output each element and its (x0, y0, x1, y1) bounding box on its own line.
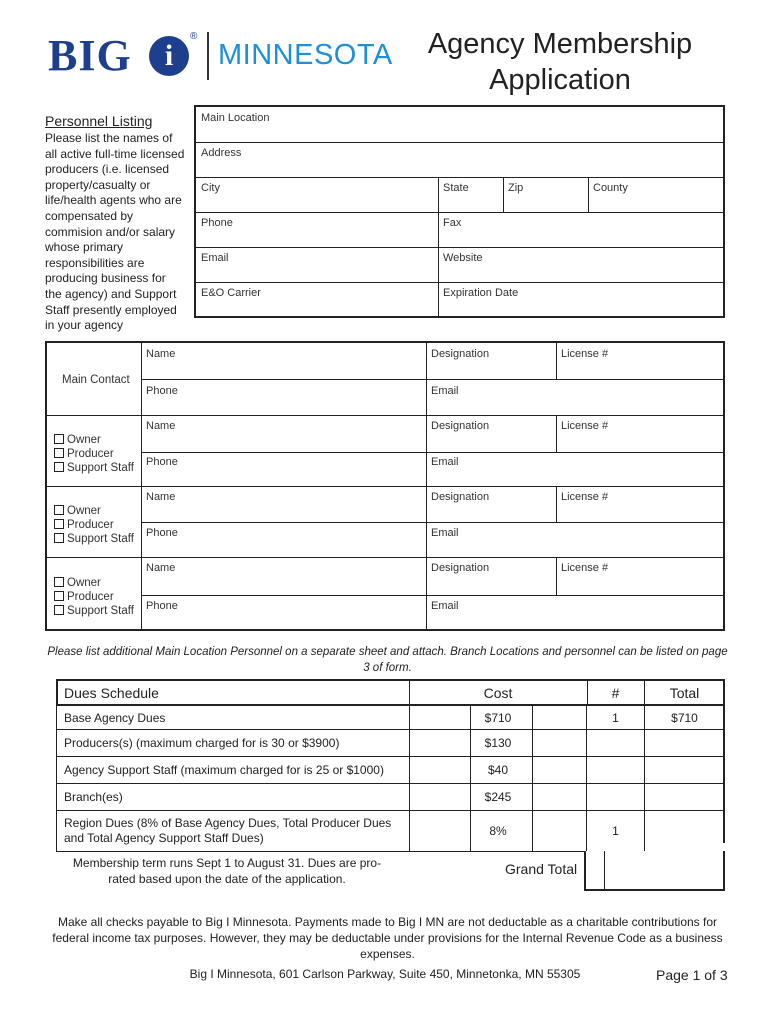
dues-row-cost: $710 (484, 710, 512, 725)
additional-personnel-note: Please list additional Main Location Personnel on a separate sheet and attach. Branch Locations and personnel can be listed on page 3 of form. (47, 646, 728, 674)
email-field[interactable]: Email (201, 252, 229, 264)
county-field[interactable]: County (593, 182, 628, 194)
membership-term-note: Membership term runs Sept 1 to August 31. Dues are pro-rated based upon the date of the application. (72, 856, 382, 886)
license-field[interactable]: License # (561, 562, 609, 574)
name-field[interactable]: Name (146, 420, 176, 432)
logo-state-text: MINNESOTA (218, 39, 393, 71)
title-line-2: Application (489, 64, 631, 96)
phone-field[interactable]: Phone (146, 600, 178, 612)
dues-row-cost: $40 (487, 762, 509, 777)
dues-row-count[interactable] (587, 729, 644, 756)
logo-big-text: BIG (48, 31, 132, 80)
personnel-instructions: Please list the names of all active full-time licensed producers (i.e. licensed property/casualty or life/health agents who are compensated by commision and/or salary whose primary responsibilities are producing business for the agency) and Support Staff presently employed in your agency (45, 131, 185, 333)
role-producer-checkbox[interactable]: Producer (54, 590, 134, 604)
grand-total-field[interactable] (605, 853, 720, 887)
email-field[interactable]: Email (431, 385, 459, 397)
grand-total-label: Grand Total (505, 861, 578, 877)
name-field[interactable]: Name (146, 491, 176, 503)
footer-address: Big I Minnesota, 601 Carlson Parkway, Suite 450, Minnetonka, MN 55305 (189, 967, 581, 981)
phone-field[interactable]: Phone (146, 385, 178, 397)
dues-row-label: Agency Support Staff (maximum charged for is 25 or $1000) (64, 762, 384, 777)
page-title (410, 26, 710, 98)
role-support-staff-checkbox[interactable]: Support Staff (54, 461, 134, 475)
website-field[interactable]: Website (443, 252, 483, 264)
dues-row-cost: $245 (484, 789, 512, 804)
title-line-1: Agency Membership (427, 28, 693, 60)
license-field[interactable]: License # (561, 348, 609, 360)
dues-row-total[interactable] (644, 729, 725, 756)
name-field[interactable]: Name (146, 562, 176, 574)
role-producer-checkbox[interactable]: Producer (54, 447, 134, 461)
cost-header: Cost (483, 684, 513, 701)
dues-row-count[interactable]: 1 (612, 823, 619, 838)
role-checkboxes (49, 430, 139, 478)
state-field[interactable]: State (443, 182, 469, 194)
dues-row-cost: $130 (484, 735, 512, 750)
checks-payable-note: Make all checks payable to Big I Minnesota. Payments made to Big I MN are not deductable as a charitable contributions for federal income tax purposes. However, they may be deductable under provisions for the Internal Revenue Code as a business expenses. (52, 915, 723, 961)
dues-row-label: Base Agency Dues (64, 710, 166, 725)
name-field[interactable]: Name (146, 348, 176, 360)
location-form (194, 105, 725, 318)
dues-row-cost: 8% (489, 823, 507, 838)
main-contact-label: Main Contact (62, 374, 130, 386)
phone-field[interactable]: Phone (146, 527, 178, 539)
dues-row-count[interactable] (587, 756, 644, 783)
logo-divider (207, 32, 209, 80)
count-header: # (611, 684, 620, 701)
role-producer-checkbox[interactable]: Producer (54, 518, 134, 532)
staff-table (45, 341, 725, 631)
role-support-staff-checkbox[interactable]: Support Staff (54, 532, 134, 546)
city-field[interactable]: City (201, 182, 220, 194)
dues-row-total[interactable]: $710 (671, 710, 698, 725)
phone-field[interactable]: Phone (146, 456, 178, 468)
dues-row-total[interactable] (644, 810, 725, 851)
total-header: Total (669, 684, 700, 701)
email-field[interactable]: Email (431, 600, 459, 612)
dues-schedule-header: Dues Schedule (64, 684, 159, 701)
dues-row-total[interactable] (644, 756, 725, 783)
email-field[interactable]: Email (431, 527, 459, 539)
designation-field[interactable]: Designation (431, 491, 490, 503)
page-number: Page 1 of 3 (656, 967, 728, 983)
designation-field[interactable]: Designation (431, 562, 490, 574)
role-checkboxes (49, 501, 139, 549)
role-owner-checkbox[interactable]: Owner (54, 504, 134, 518)
main-location-field[interactable]: Main Location (201, 112, 270, 124)
email-field[interactable]: Email (431, 456, 459, 468)
dues-row-label: Branch(es) (64, 789, 123, 804)
role-owner-checkbox[interactable]: Owner (54, 576, 134, 590)
expiration-date-field[interactable]: Expiration Date (443, 287, 519, 299)
designation-field[interactable]: Designation (431, 348, 490, 360)
eo-carrier-field[interactable]: E&O Carrier (201, 287, 261, 299)
address-field[interactable]: Address (201, 147, 242, 159)
phone-field[interactable]: Phone (201, 217, 233, 229)
personnel-heading: Personnel Listing (45, 113, 153, 129)
role-owner-checkbox[interactable]: Owner (54, 433, 134, 447)
zip-field[interactable]: Zip (508, 182, 524, 194)
role-checkboxes (49, 573, 139, 621)
license-field[interactable]: License # (561, 420, 609, 432)
registered-mark: ® (190, 31, 198, 42)
dues-row-label: Producers(s) (maximum charged for is 30 or $3900) (64, 735, 340, 750)
dues-row-label: Region Dues (8% of Base Agency Dues, Total Producer Dues and Total Agency Support Staff Dues) (64, 815, 392, 845)
designation-field[interactable]: Designation (431, 420, 490, 432)
role-support-staff-checkbox[interactable]: Support Staff (54, 604, 134, 618)
dues-row-count[interactable]: 1 (612, 710, 619, 725)
license-field[interactable]: License # (561, 491, 609, 503)
dues-row-count[interactable] (587, 783, 644, 810)
fax-field[interactable]: Fax (443, 217, 462, 229)
logo-i-icon: i (149, 36, 189, 76)
dues-row-total[interactable] (644, 783, 725, 810)
